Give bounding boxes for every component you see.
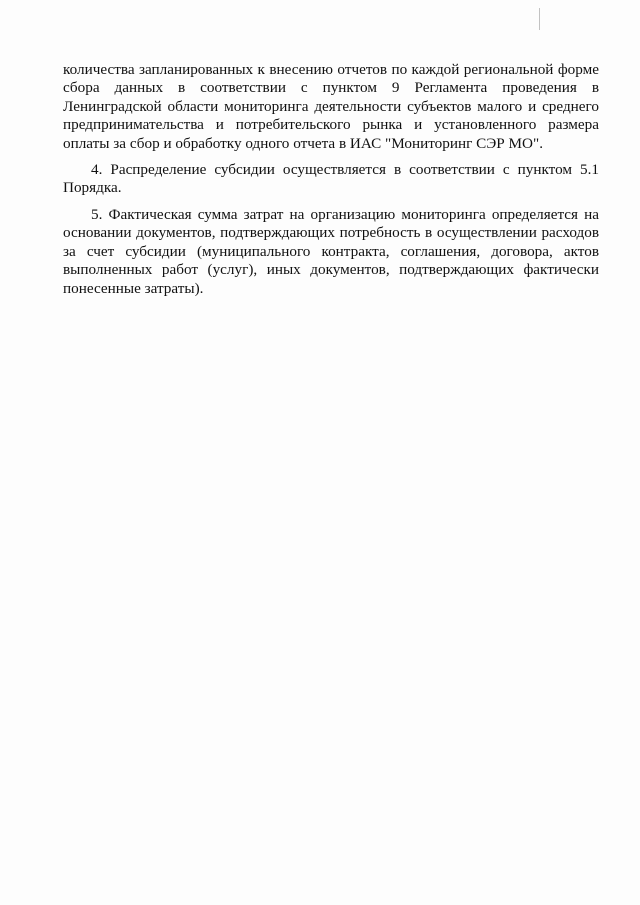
paragraph-4: 4. Распределение субсидии осуществляется в соответствии с пунктом 5.1 Порядка.	[63, 161, 599, 197]
scan-artifact-mark	[539, 8, 540, 30]
continuation-paragraph: количества запланированных к внесению отчетов по каждой региональной форме сбора данных в соответствии с пунктом 9 Регламента проведения в Ленинградской области мониторинга деятельности субъектов малого и среднего предпринимательства и потребительского рынка и установленного размера оплаты за сбор и обработку одного отчета в ИАС "Мониторинг СЭР МО".	[63, 61, 599, 152]
paragraph-5: 5. Фактическая сумма затрат на организацию мониторинга определяется на основании документов, подтверждающих потребность в осуществлении расходов за счет субсидии (муниципального контракта, соглашения, договора, актов выполненных работ (услуг), иных документов, подтверждающих фактически понесенные затраты).	[63, 206, 599, 297]
